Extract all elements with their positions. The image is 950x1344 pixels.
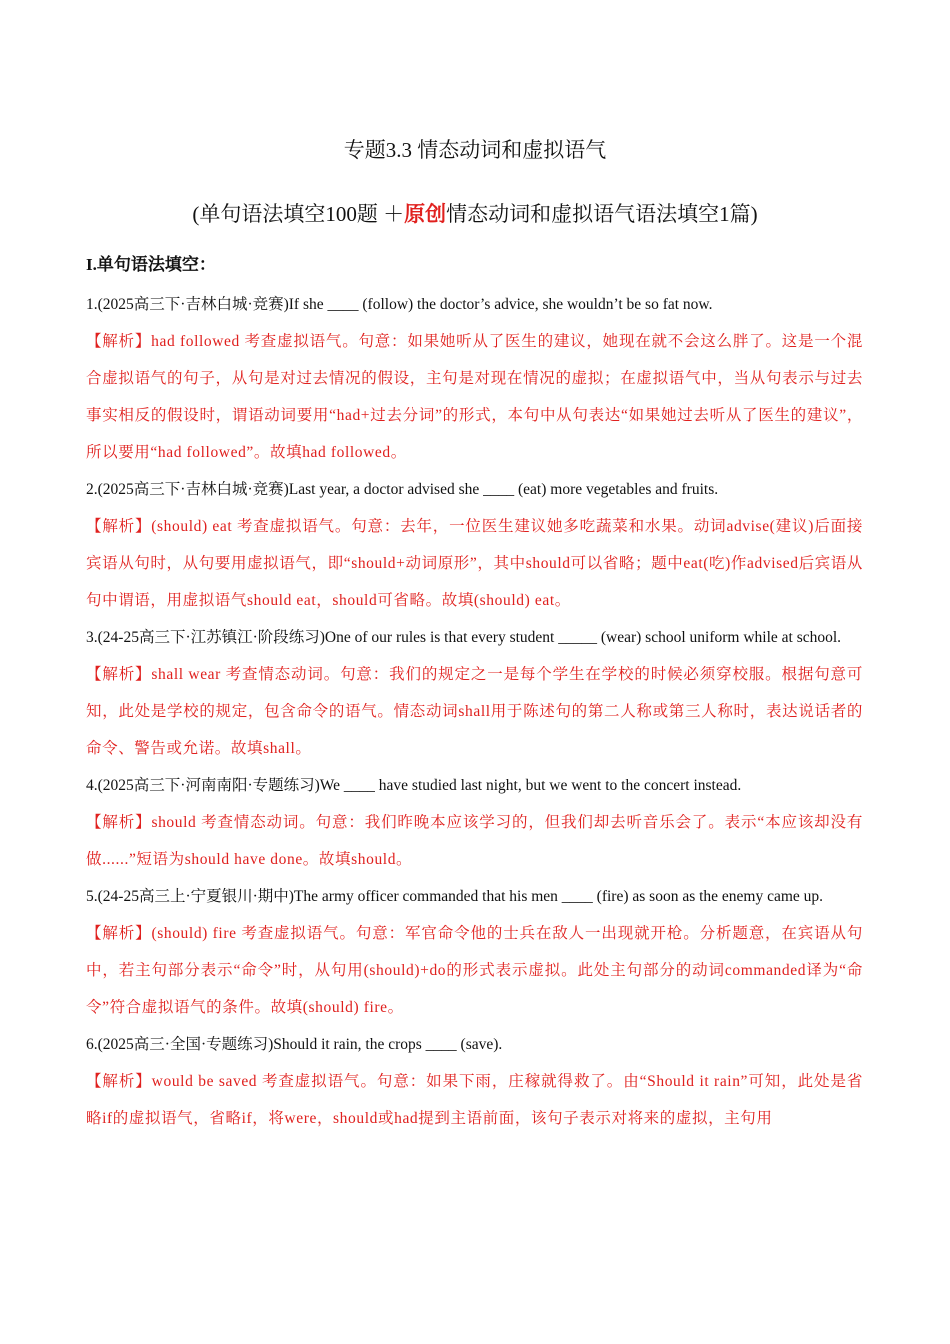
question-3: 3.(24-25高三下·江苏镇江·阶段练习)One of our rules is that every student _____ (wear) school uniform while at school. xyxy=(86,629,842,646)
question-1: 1.(2025高三下·吉林白城·竞赛)If she ____ (follow) the doctor’s advice, she wouldn’t be so fat now. xyxy=(86,296,713,313)
analysis-5: 【解析】(should) fire 考查虚拟语气。句意：军官命令他的士兵在敌人一出现就开枪。分析题意，在宾语从句中，若主句部分表示“命令”时，从句用(should)+do的形式表示虚拟。此处主句部分的动词commanded译为“命令”符合虚拟语气的条件。故填(should) fire。 xyxy=(86,925,863,1016)
exercise-content xyxy=(86,252,863,1137)
question-4: 4.(2025高三下·河南南阳·专题练习)We ____ have studied last night, but we went to the concert instead. xyxy=(86,777,742,794)
page-subtitle xyxy=(0,200,950,228)
question-2: 2.(2025高三下·吉林白城·竞赛)Last year, a doctor advised she ____ (eat) more vegetables and fruits. xyxy=(86,481,719,498)
subtitle-highlight: 原创 xyxy=(404,202,447,226)
analysis-4: 【解析】should 考查情态动词。句意：我们昨晚本应该学习的，但我们却去听音乐会了。表示“本应该却没有做......”短语为should have done。故填should。 xyxy=(86,814,863,868)
analysis-3: 【解析】shall wear 考查情态动词。句意：我们的规定之一是每个学生在学校的时候必须穿校服。根据句意可知，此处是学校的规定，包含命令的语气。情态动词shall用于陈述句的第二人称或第三人称时，表达说话者的命令、警告或允诺。故填shall。 xyxy=(86,666,863,757)
question-6: 6.(2025高三·全国·专题练习)Should it rain, the crops ____ (save). xyxy=(86,1036,503,1053)
question-5: 5.(24-25高三上·宁夏银川·期中)The army officer commanded that his men ____ (fire) as soon as the enemy came up. xyxy=(86,888,824,905)
subtitle-suffix: 情态动词和虚拟语气语法填空1篇) xyxy=(446,202,758,226)
analysis-2: 【解析】(should) eat 考查虚拟语气。句意：去年，一位医生建议她多吃蔬菜和水果。动词advise(建议)后面接宾语从句时，从句要用虚拟语气，即“should+动词原形”，其中should可以省略；题中eat(吃)作advised后宾语从句中谓语，用虚拟语气should eat，should可省略。故填(should) eat。 xyxy=(86,518,863,609)
analysis-6: 【解析】would be saved 考查虚拟语气。句意：如果下雨，庄稼就得救了。由“Should it rain”可知，此处是省略if的虚拟语气，省略if，将were，should或had提到主语前面，该句子表示对将来的虚拟，主句用 xyxy=(86,1073,863,1127)
page-title: 专题3.3 情态动词和虚拟语气 xyxy=(343,138,607,162)
subtitle-prefix: (单句语法填空100题 ＋ xyxy=(192,202,405,226)
analysis-1: 【解析】had followed 考查虚拟语气。句意：如果她听从了医生的建议，她现在就不会这么胖了。这是一个混合虚拟语气的句子，从句是对过去情况的假设，主句是对现在情况的虚拟；在虚拟语气中，当从句表示与过去事实相反的假设时，谓语动词要用“had+过去分词”的形式，本句中从句表达“如果她过去听从了医生的建议”，所以要用“had followed”。故填had followed。 xyxy=(86,333,863,461)
section-heading: I.单句语法填空： xyxy=(86,255,216,274)
